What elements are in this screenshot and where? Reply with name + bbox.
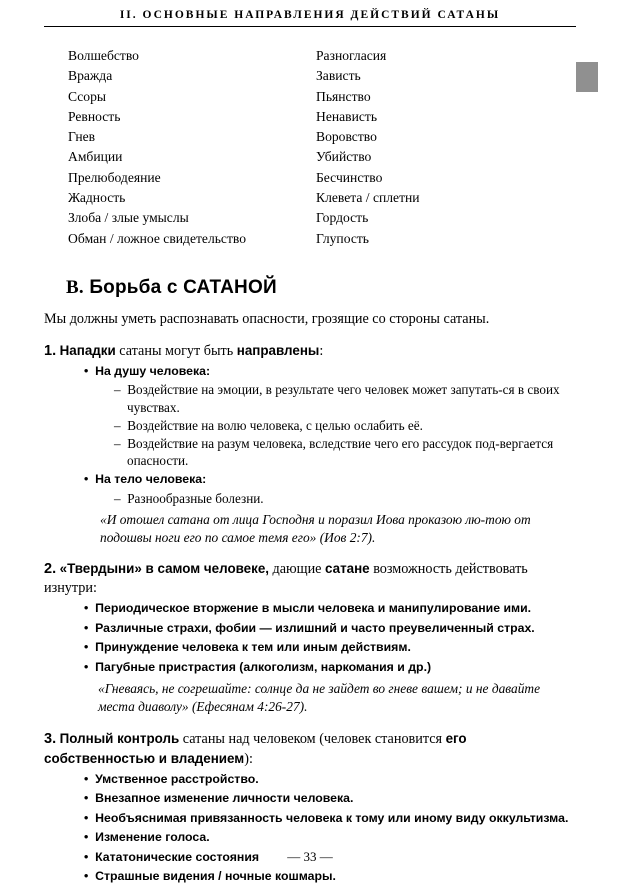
list-item: Разногласия: [316, 48, 387, 63]
item-body: [74, 771, 576, 886]
section-lead: Мы должны уметь распознавать опасности, грозящие со стороны сатаны.: [44, 310, 490, 327]
list-item: [44, 559, 576, 715]
list-item: Жадность: [68, 190, 126, 206]
item-bold-lead: «Твердыни» в самом человеке,: [59, 561, 269, 577]
list-item: [44, 341, 576, 546]
page-number: — 33 —: [287, 849, 333, 864]
list-item: Клевета / сплетни: [316, 190, 420, 206]
list-item: Прелюбодеяние: [68, 169, 161, 185]
vice-two-column-list: [68, 46, 576, 249]
list-item: Ненависть: [316, 108, 378, 124]
item-number: 2.: [44, 561, 57, 578]
bullet-item: • На душу человека:: [74, 363, 576, 381]
vice-column-right: [316, 46, 564, 249]
bullet-item: • На тело человека:: [74, 471, 576, 489]
item-bold-lead: Полный контроль: [59, 730, 180, 746]
list-item: Глупость: [316, 230, 370, 246]
list-item: Ревность: [68, 108, 121, 124]
dash-group: [112, 381, 576, 469]
list-item: Бесчинство: [316, 169, 383, 185]
item-body: [74, 363, 576, 546]
item-plain-2: ):: [244, 750, 253, 767]
dash-item: – Воздействие на разум человека, вследствие чего его рассудок под-вергается опасности.: [112, 435, 576, 469]
item-plain-1: сатаны над человеком (человек становится: [179, 730, 446, 747]
item-body: [74, 600, 576, 715]
dash-item: – Воздействие на эмоции, в результате чего человек может запутать-ся в своих чувствах.: [112, 381, 576, 415]
list-item: Зависть: [316, 68, 361, 84]
item-bold-lead: Нападки: [59, 342, 116, 358]
scripture-quote: «И отошел сатана от лица Господня и поразил Иова проказою лю-тою от подошвы ноги его по самое темя его» (Иов 2:7).: [100, 512, 531, 545]
list-item: Злоба / злые умыслы: [68, 210, 189, 226]
vice-column-left: [68, 46, 316, 249]
section-title-text: Борьба с САТАНОЙ: [89, 276, 277, 298]
section-heading: [66, 277, 576, 299]
bullet-item: • Кататонические состояния: [74, 849, 576, 867]
item-plain-1: дающие: [269, 561, 326, 578]
list-item: Волшебство: [68, 48, 139, 63]
item-plain-2: :: [319, 342, 324, 359]
margin-mark: [576, 62, 598, 92]
bullet-item: • Внезапное изменение личности человека.: [74, 790, 576, 808]
section-label: В.: [66, 276, 84, 298]
list-item: Убийство: [316, 149, 372, 165]
item-bold-2: направлены: [236, 342, 320, 358]
running-header: II. ОСНОВНЫЕ НАПРАВЛЕНИЯ ДЕЙСТВИЙ САТАНЫ: [119, 9, 501, 21]
item-heading: [44, 729, 576, 769]
item-plain-1: сатаны могут быть: [115, 342, 237, 359]
list-item: Вражда: [68, 68, 113, 84]
dash-item: – Разнообразные болезни.: [112, 490, 576, 507]
list-item: Обман / ложное свидетельство: [68, 230, 247, 246]
item-bold-2: сатане: [325, 561, 370, 577]
bullet-item: • Умственное расстройство.: [74, 771, 576, 789]
list-item: Воровство: [316, 129, 377, 145]
bullet-item: • Принуждение человека к тем или иным действиям.: [74, 639, 576, 657]
list-item: Амбиции: [68, 149, 123, 165]
item-number: 1.: [44, 342, 57, 359]
bullet-item: • Пагубные пристрастия (алкоголизм, наркомания и др.): [74, 659, 576, 677]
header-divider: [44, 26, 576, 27]
item-plain-2: возможность действовать изнутри:: [44, 561, 528, 597]
item-heading: [44, 559, 576, 598]
list-item: Пьянство: [316, 88, 371, 104]
scripture-quote: «Гневаясь, не согрешайте: солнце да не зайдет во гневе вашем; и не давайте места диаволу» (Ефесянам 4:26-27).: [98, 681, 541, 714]
item-bold-2: его собственностью и владением: [44, 730, 467, 766]
list-item: Ссоры: [68, 88, 106, 104]
item-number: 3.: [44, 730, 57, 747]
bullet-item: • Периодическое вторжение в мысли человека и манипулирование ими.: [74, 600, 576, 618]
bullet-item: • Страшные видения / ночные кошмары.: [74, 868, 576, 886]
dash-item: – Воздействие на волю человека, с целью ослабить её.: [112, 417, 576, 434]
dash-group: [112, 490, 576, 507]
bullet-item: • Изменение голоса.: [74, 829, 576, 847]
bullet-item: • Необъяснимая привязанность человека к тому или иному виду оккультизма.: [74, 810, 576, 828]
list-item: Гнев: [68, 129, 96, 145]
item-heading: [44, 341, 576, 361]
page-content: [0, 46, 620, 886]
bullet-item: • Различные страхи, фобии — излишний и часто преувеличенный страх.: [74, 620, 576, 638]
list-item: Гордость: [316, 210, 369, 226]
